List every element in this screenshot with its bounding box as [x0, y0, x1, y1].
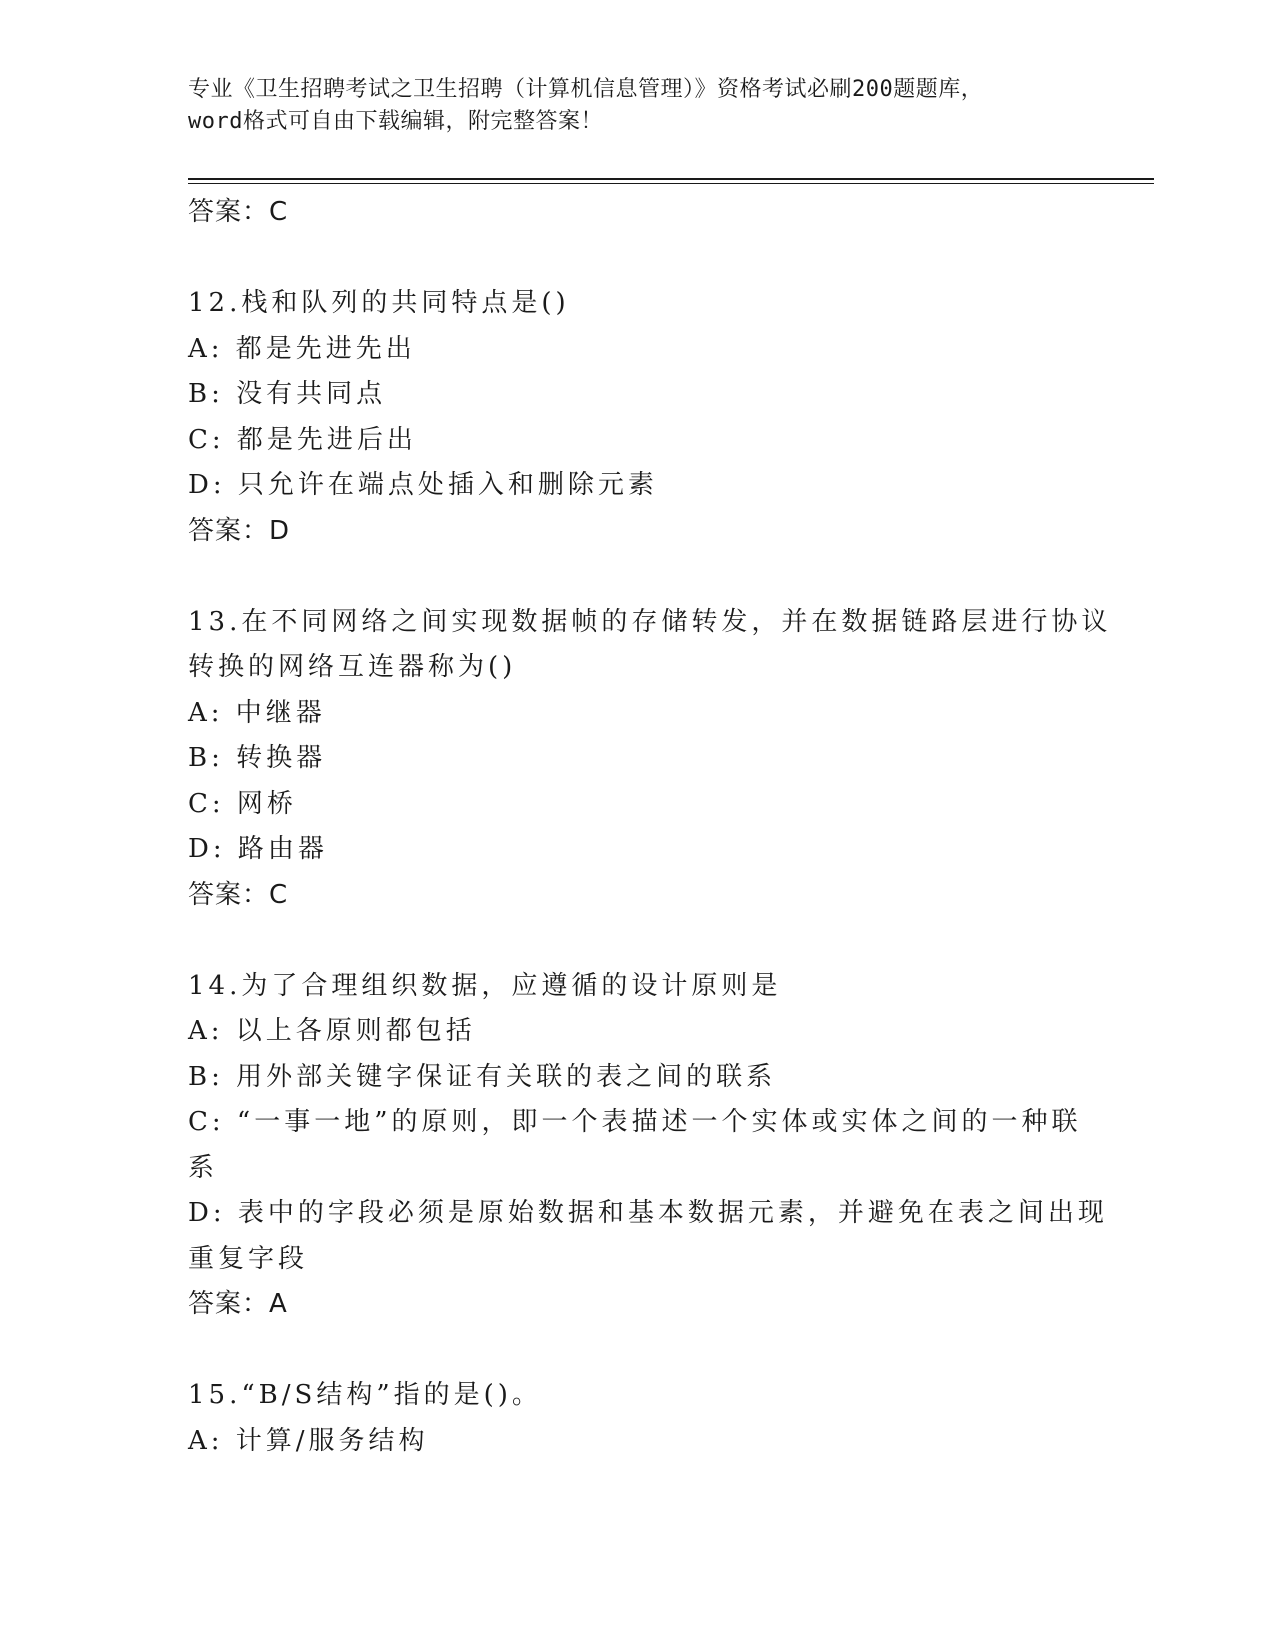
- option-d: D: 路由器: [188, 834, 328, 864]
- answer: 答案：D: [188, 515, 291, 546]
- question-14: [188, 964, 1108, 1328]
- question-15: [188, 1373, 1088, 1464]
- spacer: [188, 554, 1088, 600]
- question-12: [188, 281, 1088, 554]
- header-title-line-1: 专业《卫生招聘考试之卫生招聘（计算机信息管理）》资格考试必刷200题题库，: [188, 77, 984, 102]
- option-d: D: 表中的字段必须是原始数据和基本数据元素，并避免在表之间出现: [188, 1198, 1108, 1228]
- option-d: D: 只允许在端点处插入和删除元素: [188, 470, 658, 500]
- option-a: A: 中继器: [188, 697, 326, 728]
- option-c: C: 网桥: [188, 788, 297, 819]
- question-stem-continued: 转换的网络互连器称为(): [188, 652, 517, 682]
- answer: 答案：C: [188, 879, 289, 910]
- question-13: [188, 600, 1112, 919]
- question-stem: 15.“B/S结构”指的是()。: [188, 1380, 542, 1410]
- question-stem: 14.为了合理组织数据，应遵循的设计原则是: [188, 970, 782, 1001]
- question-content: [188, 190, 1112, 1464]
- option-a: A: 以上各原则都包括: [188, 1016, 476, 1046]
- option-a: A: 都是先进先出: [188, 333, 416, 364]
- document-header: [188, 74, 1088, 138]
- option-b: B: 没有共同点: [188, 379, 387, 409]
- previous-answer: 答案：C: [188, 197, 289, 227]
- spacer: [188, 1328, 1088, 1374]
- answer: 答案：A: [188, 1289, 288, 1319]
- header-divider-thick: [188, 178, 1154, 180]
- option-b: B: 用外部关键字保证有关联的表之间的联系: [188, 1061, 777, 1092]
- option-a: A: 计算/服务结构: [188, 1425, 429, 1456]
- option-c-continued: 系: [188, 1152, 219, 1183]
- spacer: [188, 918, 1088, 964]
- option-c: C: “一事一地”的原则，即一个表描述一个实体或实体之间的一种联: [188, 1107, 1082, 1137]
- spacer: [188, 236, 1088, 282]
- option-b: B: 转换器: [188, 743, 327, 773]
- question-stem: 12.栈和队列的共同特点是(): [188, 288, 570, 318]
- option-d-continued: 重复字段: [188, 1243, 309, 1274]
- header-divider-thin: [188, 183, 1154, 184]
- header-title-line-2: word格式可自由下载编辑，附完整答案！: [188, 109, 603, 134]
- option-c: C: 都是先进后出: [188, 424, 417, 455]
- question-stem: 13.在不同网络之间实现数据帧的存储转发，并在数据链路层进行协议: [188, 606, 1112, 637]
